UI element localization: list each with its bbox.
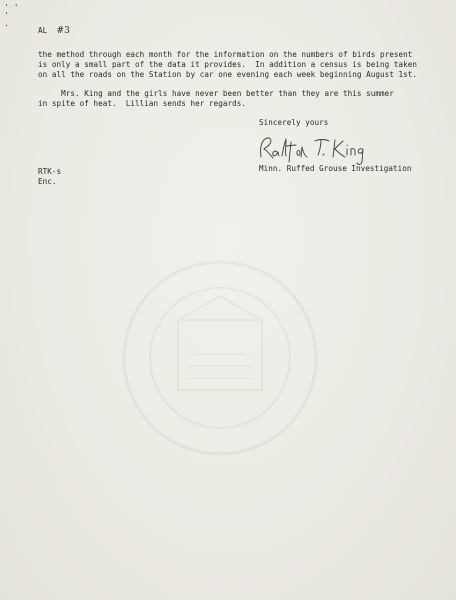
closing-salutation: Sincerely yours xyxy=(259,118,329,127)
closing-title: Minn. Ruffed Grouse Investigation xyxy=(259,164,412,173)
body-line: the method through each month for the information on the numbers of birds present xyxy=(38,50,413,59)
body-line: on all the roads on the Station by car one evening each week beginning August 1st. xyxy=(38,70,417,79)
body-line: in spite of heat. Lillian sends her regards. xyxy=(38,99,246,108)
page-label-text: AL xyxy=(38,26,48,35)
body-line: Mrs. King and the girls have never been better than they are this summer xyxy=(38,89,394,98)
handwritten-signature xyxy=(255,133,370,167)
page-number: #3 xyxy=(56,26,70,36)
enclosure-note: Enc. xyxy=(38,177,57,186)
corner-marks: ' ' ' . xyxy=(4,3,19,28)
embossed-seal-watermark xyxy=(120,258,320,458)
typist-initials: RTK-s xyxy=(38,167,62,176)
body-line: is only a small part of the data it provides. In addition a census is being taken xyxy=(38,60,417,69)
page-label xyxy=(38,26,70,36)
